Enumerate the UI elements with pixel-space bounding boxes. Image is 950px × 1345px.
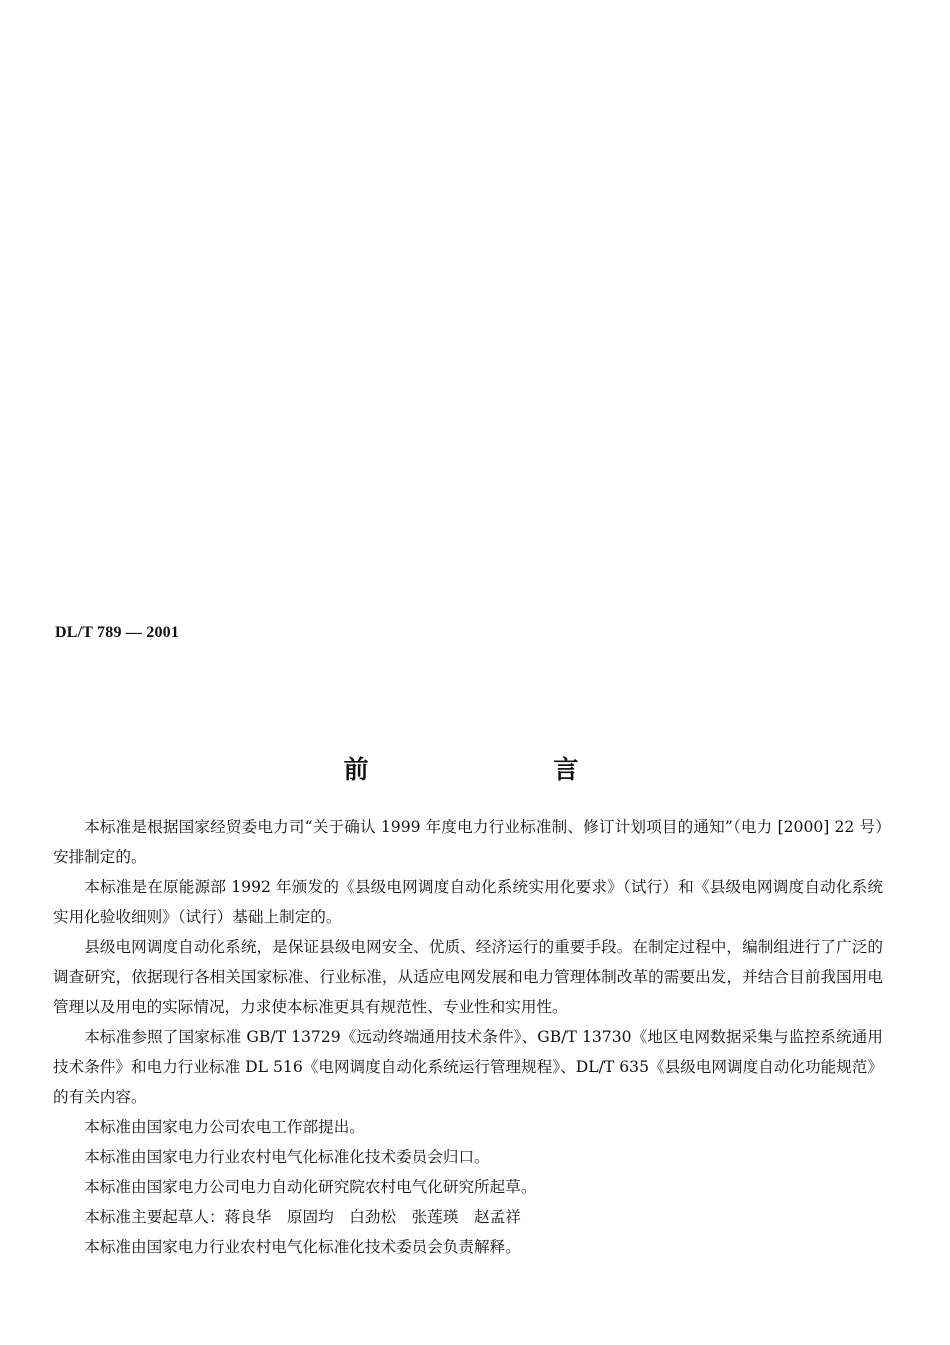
paragraph: 本标准由国家电力公司农电工作部提出。 [84,1118,365,1136]
paragraph: 县级电网调度自动化系统，是保证县级电网安全、优质、经济运行的重要手段。在制定过程中，编制组进行了广泛的调查研究，依据现行各相关国家标准、行业标准，从适应电网发展和电力管理体制改革的需要出发，并结合目前我国用电管理以及用电的实际情况，力求使本标准更具有规范性、专业性和实用性。 [53,938,883,1016]
paragraph: 本标准由国家电力行业农村电气化标准化技术委员会归口。 [84,1148,490,1166]
document-code: DL/T 789 — 2001 [55,624,180,641]
paragraph: 本标准由国家电力公司电力自动化研究院农村电气化研究所起草。 [84,1178,537,1196]
paragraph: 本标准是根据国家经贸委电力司“关于确认 1999 年度电力行业标准制、修订计划项目的通知”（电力 [2000] 22 号）安排制定的。 [53,818,883,866]
foreword-body [53,812,883,1262]
page-title: 前 言 [343,755,667,784]
paragraph: 本标准是在原能源部 1992 年颁发的《县级电网调度自动化系统实用化要求》（试行）和《县级电网调度自动化系统实用化验收细则》（试行）基础上制定的。 [53,878,883,926]
paragraph: 本标准由国家电力行业农村电气化标准化技术委员会负责解释。 [84,1238,521,1256]
paragraph: 本标准参照了国家标准 GB/T 13729《远动终端通用技术条件》、GB/T 13730《地区电网数据采集与监控系统通用技术条件》和电力行业标准 DL 516《电网调度自动化系统运行管理规程》、DL/T 635《县级电网调度自动化功能规范》的有关内容。 [53,1028,883,1106]
drafters-paragraph: 本标准主要起草人：蒋良华 原固均 白劲松 张莲瑛 赵孟祥 [84,1208,521,1226]
